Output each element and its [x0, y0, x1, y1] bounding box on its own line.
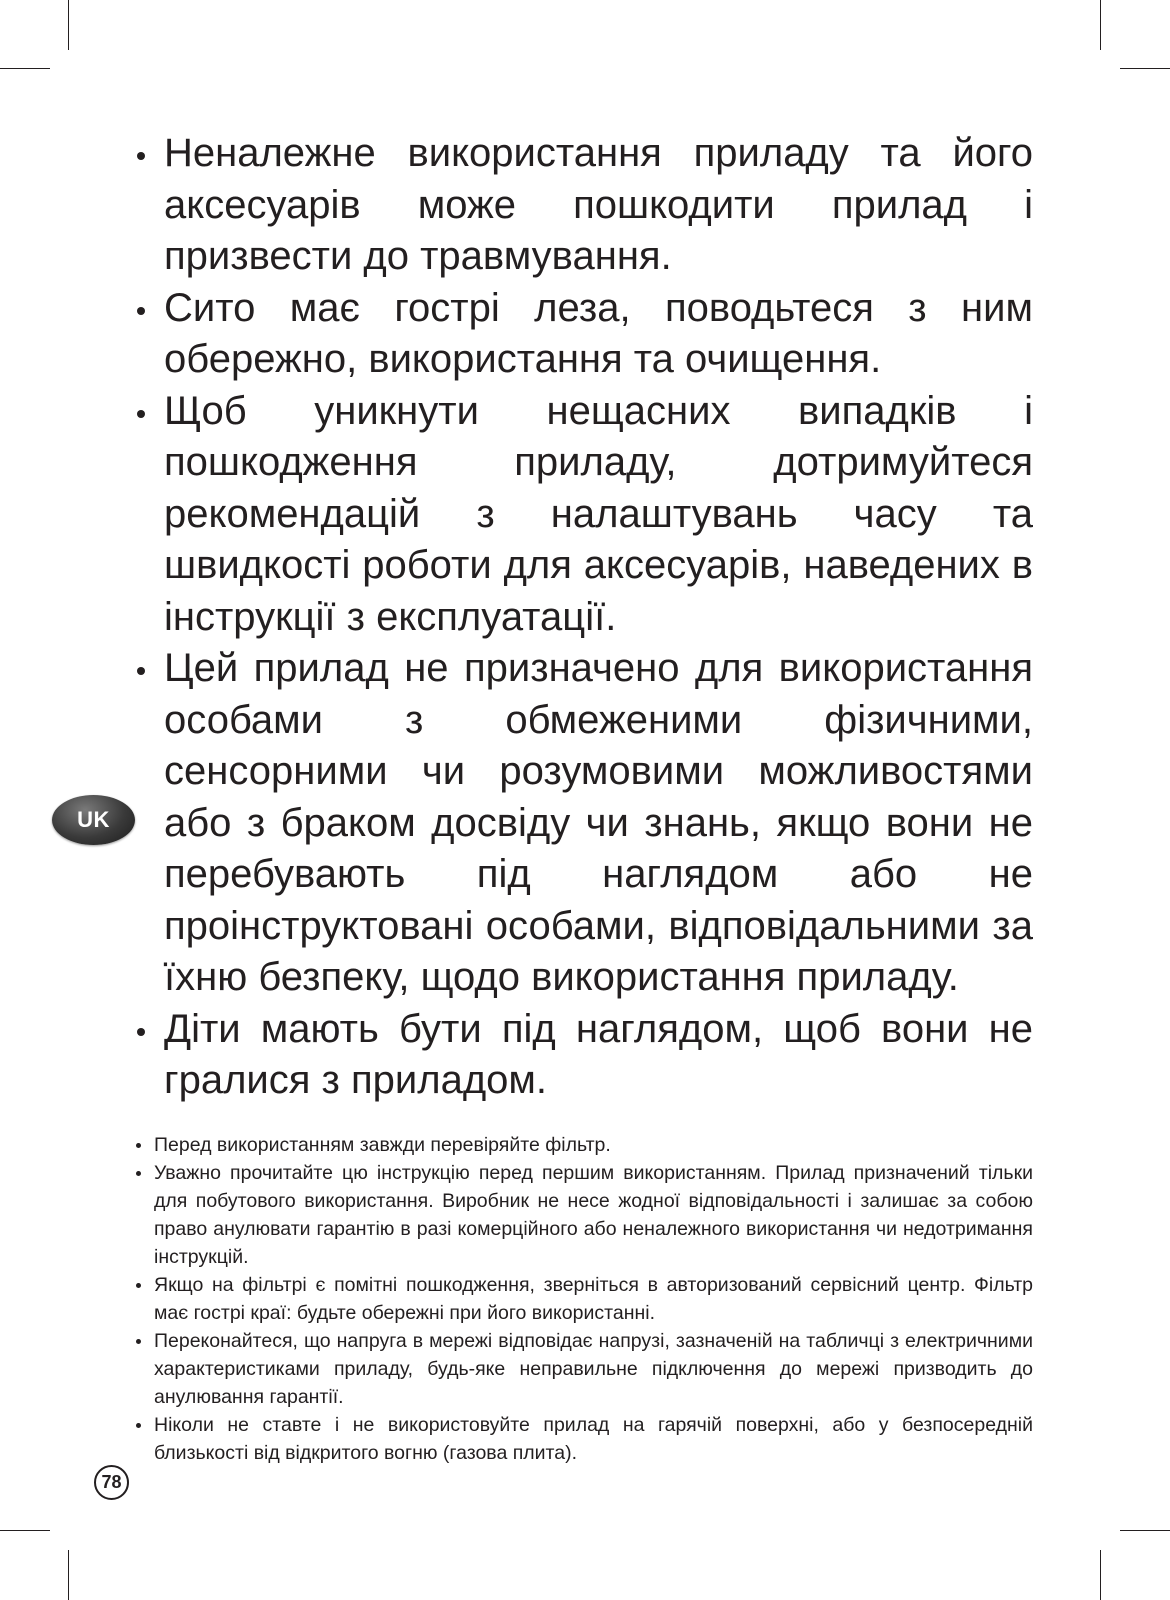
- crop-mark-bottom-right-horizontal: [1120, 1530, 1170, 1531]
- crop-mark-bottom-right-vertical: [1100, 1550, 1101, 1600]
- usage-note-item: Переконайтеся, що напруга в мережі відповідає напрузі, зазначеній на табличці з електричними характеристиками приладу, будь-яке неправильне підключення до мережі призводить до анулювання гарантії.: [133, 1327, 1033, 1411]
- usage-note-item: Уважно прочитайте цю інструкцію перед першим використанням. Прилад призначений тільки для побутового використання. Виробник не несе жодної відповідальності і залишає за собою право анулювати гарантію в разі комерційного або неналежного використання чи недотримання інструкцій.: [133, 1159, 1033, 1271]
- crop-mark-top-left-vertical: [68, 0, 69, 50]
- safety-warnings-list: [133, 128, 1033, 1107]
- page-number: 78: [94, 1465, 129, 1500]
- safety-warning-item: Щоб уникнути нещасних випадків і пошкодження приладу, дотримуйтеся рекомендацій з налаштувань часу та швидкості роботи для аксесуарів, наведених в інструкції з експлуатації.: [133, 386, 1033, 644]
- crop-mark-bottom-left-vertical: [68, 1550, 69, 1600]
- crop-mark-bottom-left-horizontal: [0, 1530, 50, 1531]
- usage-notes-list: [133, 1131, 1033, 1467]
- safety-warning-item: Цей прилад не призначено для використання особами з обмеженими фізичними, сенсорними чи розумовими можливостями або з браком досвіду чи знань, якщо вони не перебувають під наглядом або не проінструктовані особами, відповідальними за їхню безпеку, щодо використання приладу.: [133, 643, 1033, 1004]
- usage-note-item: Ніколи не ставте і не використовуйте прилад на гарячій поверхні, або у безпосередній близькості від відкритого вогню (газова плита).: [133, 1411, 1033, 1467]
- crop-mark-top-right-horizontal: [1120, 68, 1170, 69]
- crop-mark-top-right-vertical: [1100, 0, 1101, 50]
- usage-note-item: Якщо на фільтрі є помітні пошкодження, зверніться в авторизований сервісний центр. Фільтр має гострі краї: будьте обережні при його використанні.: [133, 1271, 1033, 1327]
- crop-mark-top-left-horizontal: [0, 68, 50, 69]
- safety-warning-item: Сито має гострі леза, поводьтеся з ним обережно, використання та очищення.: [133, 283, 1033, 386]
- language-badge: UK: [52, 795, 135, 845]
- usage-note-item: Перед використанням завжди перевіряйте фільтр.: [133, 1131, 1033, 1159]
- safety-warning-item: Діти мають бути під наглядом, щоб вони не гралися з приладом.: [133, 1004, 1033, 1107]
- safety-warning-item: Неналежне використання приладу та його аксесуарів може пошкодити прилад і призвести до травмування.: [133, 128, 1033, 283]
